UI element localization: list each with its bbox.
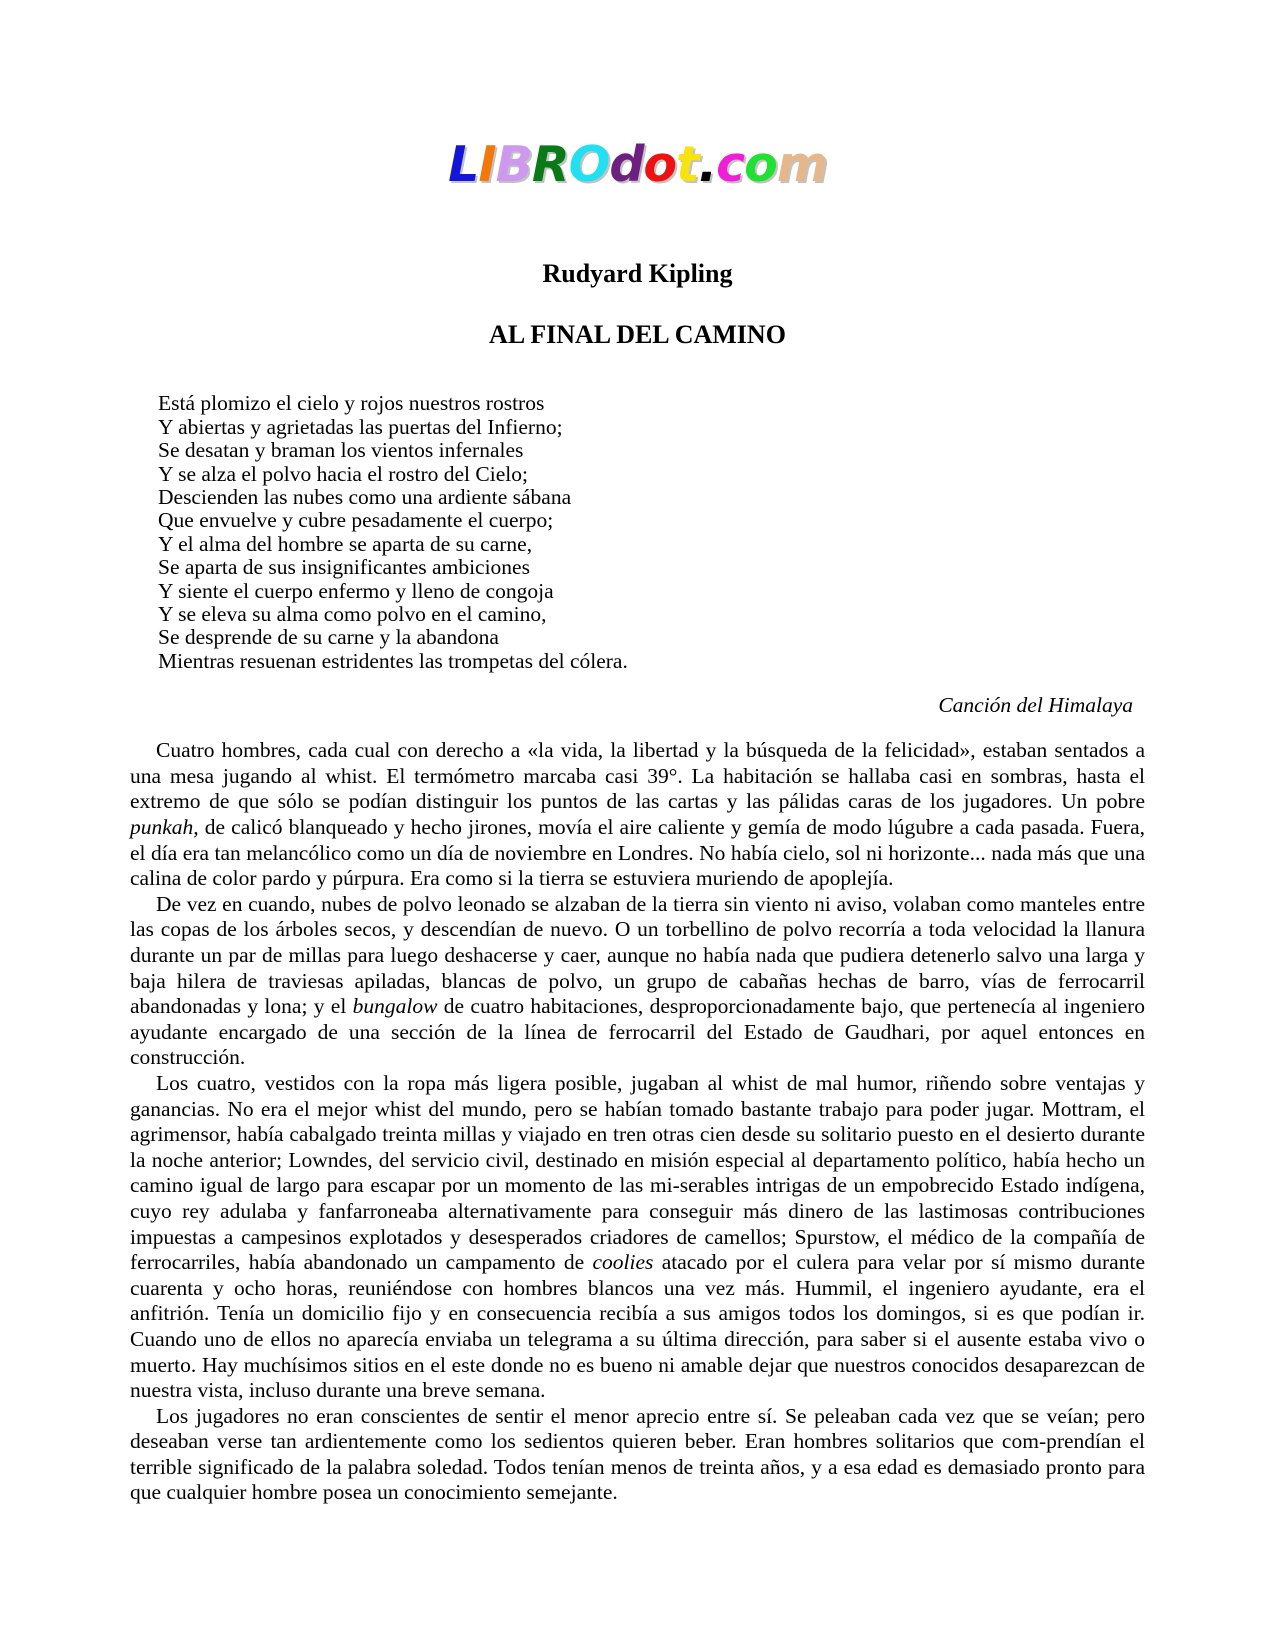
logo-letter-8: . — [698, 136, 717, 193]
logo-container — [130, 0, 1145, 218]
emphasized-term: coolies — [592, 1250, 654, 1275]
author-heading: Rudyard Kipling — [542, 259, 733, 288]
paragraph-4: Los jugadores no eran conscientes de sentir el menor aprecio entre sí. Se peleaban cada vez que se veían; pero deseaban verse tan ardientemente como los sedientos quieren beber. Eran hombres solitarios que com-prendían el terrible significado de la palabra soledad. Todos tenían menos de treinta años, y a esa edad es demasiado pronto para que cualquier hombre posea un conocimiento semejante. — [130, 1403, 1145, 1505]
logo-letter-2: B — [495, 136, 532, 193]
poem-line: Está plomizo el cielo y rojos nuestros rostros — [158, 391, 545, 416]
logo-letter-5: d — [609, 136, 644, 193]
logo-letter-4: O — [568, 136, 610, 193]
page-title: AL FINAL DEL CAMINO — [489, 320, 786, 350]
logo-letter-9: c — [716, 136, 745, 193]
logo-letter-10: o — [744, 136, 777, 193]
poem-line: Y se alza el polvo hacia el rostro del Cielo; — [158, 461, 528, 486]
librodot-logo — [448, 136, 827, 193]
poem-line: Descienden las nubes como una ardiente sábana — [158, 485, 572, 509]
poem-line: Y el alma del hombre se aparta de su carne, — [158, 531, 533, 556]
emphasized-term: punkah, — [130, 815, 199, 840]
poem-line: Se aparta de sus insignificantes ambiciones — [158, 555, 530, 580]
poem-line: Mientras resuenan estridentes las trompetas del cólera. — [158, 648, 628, 673]
poem-attribution: Canción del Himalaya — [938, 693, 1133, 718]
poem-line: Que envuelve y cubre pesadamente el cuerpo; — [158, 508, 554, 533]
paragraph-2: De vez en cuando, nubes de polvo leonado se alzaban de la tierra sin viento ni aviso, volaban como manteles entre las copas de los árboles secos, y descendían de nuevo. O un torbellino de polvo recorría a toda velocidad la llanura durante un par de millas para luego deshacerse y caer, aunque no había nada que pudiera detenerlo salvo una larga y baja hilera de traviesas apiladas, blancas de polvo, un grupo de cabañas hechas de barro, vías de ferrocarril abandonadas y lona; y el bungalow de cuatro habitaciones, desproporcionadamente bajo, que pertenecía al ingeniero ayudante encargado de una sección de la línea de ferrocarril del Estado de Gaudhari, por aquel entonces en construcción. — [130, 891, 1146, 1070]
poem-line: Y abiertas y agrietadas las puertas del Infierno; — [158, 414, 563, 439]
poem-line: Y siente el cuerpo enfermo y lleno de congoja — [158, 578, 554, 603]
logo-letter-7: t — [676, 136, 699, 193]
logo-letter-1: I — [478, 136, 496, 193]
emphasized-term: bungalow — [352, 994, 438, 1019]
logo-letter-3: R — [531, 136, 569, 193]
body-text — [130, 738, 1145, 1506]
logo-letter-11: m — [776, 136, 827, 193]
poem-line: Y se eleva su alma como polvo en el camino, — [158, 602, 547, 627]
poem-line: Se desprende de su carne y la abandona — [158, 625, 499, 650]
paragraph-3: Los cuatro, vestidos con la ropa más ligera posible, jugaban al whist de mal humor, riñendo sobre ventajas y ganancias. No era el mejor whist del mundo, pero se habían tomado bastante trabajo para poder jugar. Mottram, el agrimensor, había cabalgado treinta millas y viajado en tren otras cien desde su solitario puesto en el desierto durante la noche anterior; Lowndes, del servicio civil, destinado en misión especial al departamento político, había hecho un camino igual de largo para escapar por un momento de las mi-serables intrigas de un empobrecido Estado indígena, cuyo rey adulaba y fanfarroneaba alternativamente para conseguir más dinero de las lastimosas contribuciones impuestas a campesinos explotados y desesperados criadores de camellos; Spurstow, el médico de la compañía de ferrocarriles, había abandonado un campamento de coolies atacado por el culera para velar por sí mismo durante cuarenta y ocho horas, reuniéndose con hombres blancos una vez más. Hummil, el ingeniero ayudante, era el anfitrión. Tenía un domicilio fijo y en consecuencia recibía a sus amigos todos los domingos, si es que podían ir. Cuando uno de ellos no aparecía enviaba un telegrama a su última dirección, para saber si el ausente estaba vivo o muerto. Hay muchísimos sitios en el este donde no es bueno ni amable dejar que nuestros conocidos desaparezcan de nuestra vista, incluso durante una breve semana. — [130, 1070, 1145, 1403]
poem-line: Se desatan y braman los vientos infernales — [158, 438, 524, 463]
logo-letter-6: o — [643, 136, 677, 193]
logo-letter-0: L — [448, 136, 479, 193]
paragraph-1: Cuatro hombres, cada cual con derecho a «la vida, la libertad y la búsqueda de la felicidad», estaban sentados a una mesa jugando al whist. El termómetro marcaba casi 39°. La habitación se hallaba casi en sombras, hasta el extremo de que sólo se podían distinguir los puntos de las cartas y las pálidas caras de los jugadores. Un pobre punkah, de calicó blanqueado y hecho jirones, movía el aire caliente y gemía de modo lúgubre a cada pasada. Fuera, el día era tan melancólico como un día de noviembre en Londres. No había cielo, sol ni horizonte... nada más que una calina de color pardo y púrpura. Era como si la tierra se estuviera muriendo de apoplejía. — [130, 738, 1145, 891]
poem-block — [158, 392, 1145, 673]
